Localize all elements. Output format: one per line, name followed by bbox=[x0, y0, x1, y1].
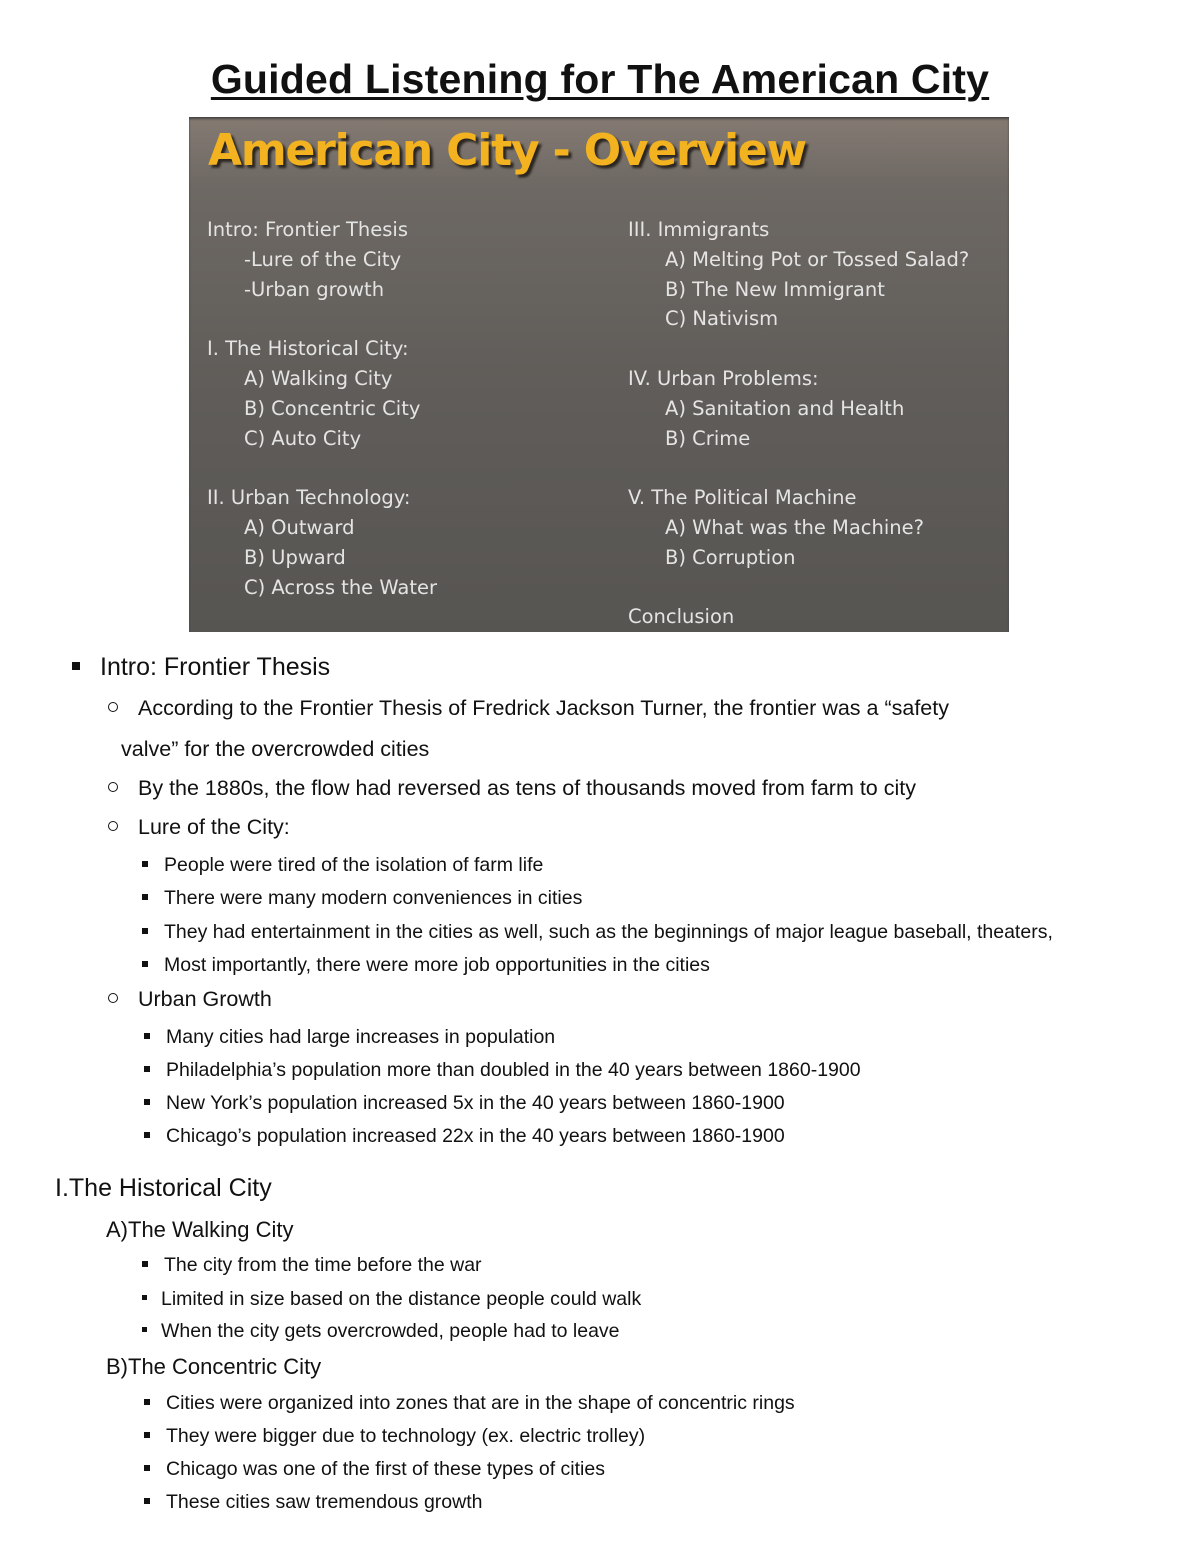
walking-item: The city from the time before the war bbox=[164, 1254, 482, 1276]
slide-outline-line: V. The Political Machine bbox=[628, 486, 857, 510]
walking-item: Limited in size based on the distance people could walk bbox=[161, 1288, 642, 1310]
slide-outline-line: III. Immigrants bbox=[628, 218, 770, 241]
slide-outline-line: B) The New Immigrant bbox=[665, 277, 885, 301]
slide-outline-line: C) Across the Water bbox=[244, 575, 438, 599]
growth-heading-item bbox=[108, 987, 272, 1012]
slide-outline-line: Intro: Frontier Thesis bbox=[207, 218, 408, 241]
square-bullet-icon bbox=[142, 861, 148, 867]
subsection-heading: B)The Concentric City bbox=[106, 1354, 322, 1379]
square-bullet-icon bbox=[144, 1033, 150, 1039]
square-bullet-icon bbox=[72, 662, 80, 670]
slide-outline-line: B) Concentric City bbox=[244, 396, 421, 420]
intro-point-1-line-1: According to the Frontier Thesis of Fredrick Jackson Turner, the frontier was a “safety bbox=[138, 696, 949, 720]
concentric-item: Cities were organized into zones that are in the shape of concentric rings bbox=[166, 1392, 795, 1414]
intro-heading: Intro: Frontier Thesis bbox=[100, 653, 331, 681]
square-bullet-icon bbox=[144, 1132, 150, 1138]
growth-heading: Urban Growth bbox=[138, 987, 272, 1011]
square-bullet-icon bbox=[144, 1399, 150, 1405]
slide-outline-line: A) Outward bbox=[244, 515, 355, 539]
growth-item: New York’s population increased 5x in the 40 years between 1860-1900 bbox=[166, 1092, 785, 1114]
slide-left-column bbox=[207, 215, 437, 602]
list-item bbox=[142, 1288, 641, 1311]
growth-item: Chicago’s population increased 22x in the 40 years between 1860-1900 bbox=[166, 1125, 785, 1147]
slide-outline-line: A) Sanitation and Health bbox=[665, 396, 905, 420]
list-item bbox=[144, 1026, 555, 1049]
slide-spacer bbox=[628, 334, 969, 364]
circle-bullet-icon bbox=[108, 821, 118, 831]
list-item bbox=[144, 1392, 795, 1415]
square-bullet-icon bbox=[144, 1498, 150, 1504]
list-item bbox=[144, 1092, 785, 1115]
circle-bullet-icon bbox=[108, 993, 118, 1003]
slide-outline-line: Conclusion bbox=[628, 605, 735, 629]
section-heading: I.The Historical City bbox=[55, 1174, 272, 1202]
square-bullet-icon bbox=[142, 1295, 147, 1300]
intro-point-item bbox=[108, 776, 916, 801]
intro-point-1-line-2: valve” for the overcrowded cities bbox=[121, 737, 430, 761]
slide-outline-line: A) What was the Machine? bbox=[665, 515, 925, 539]
overview-slide-image bbox=[189, 117, 1009, 632]
slide-outline-line: C) Nativism bbox=[665, 307, 779, 331]
lure-item: People were tired of the isolation of farm life bbox=[164, 854, 544, 876]
concentric-item: Chicago was one of the first of these types of cities bbox=[166, 1458, 605, 1480]
lure-heading: Lure of the City: bbox=[138, 815, 290, 839]
slide-spacer bbox=[207, 453, 437, 483]
list-item bbox=[142, 921, 1053, 944]
growth-item: Philadelphia’s population more than doubled in the 40 years between 1860-1900 bbox=[166, 1059, 861, 1081]
lure-item: Most importantly, there were more job opportunities in the cities bbox=[164, 954, 710, 976]
slide-outline-line: C) Auto City bbox=[244, 426, 362, 450]
slide-outline-line: B) Upward bbox=[244, 545, 346, 569]
walking-item: When the city gets overcrowded, people had to leave bbox=[161, 1320, 620, 1342]
concentric-item: They were bigger due to technology (ex. electric trolley) bbox=[166, 1425, 646, 1447]
intro-point-item bbox=[108, 696, 949, 721]
list-item bbox=[144, 1491, 482, 1514]
intro-point-2: By the 1880s, the flow had reversed as tens of thousands moved from farm to city bbox=[138, 776, 916, 800]
growth-item: Many cities had large increases in population bbox=[166, 1026, 556, 1048]
slide-outline-line: -Lure of the City bbox=[244, 247, 402, 271]
list-item bbox=[144, 1125, 785, 1148]
slide-title: American City - Overview bbox=[208, 125, 807, 176]
list-item bbox=[142, 887, 582, 910]
square-bullet-icon bbox=[144, 1099, 150, 1105]
list-item bbox=[144, 1059, 861, 1082]
list-item bbox=[142, 854, 543, 877]
document-title: Guided Listening for The American City bbox=[210, 56, 990, 102]
slide-outline-line: A) Melting Pot or Tossed Salad? bbox=[665, 247, 970, 271]
square-bullet-icon bbox=[142, 928, 148, 934]
slide-outline-line: A) Walking City bbox=[244, 366, 393, 390]
slide-outline-line: II. Urban Technology: bbox=[207, 486, 411, 510]
square-bullet-icon bbox=[142, 894, 148, 900]
circle-bullet-icon bbox=[108, 702, 118, 712]
circle-bullet-icon bbox=[108, 782, 118, 792]
lure-item: There were many modern conveniences in cities bbox=[164, 887, 583, 909]
slide-spacer bbox=[628, 453, 969, 483]
slide-right-column bbox=[628, 215, 969, 632]
slide-outline-line: IV. Urban Problems: bbox=[628, 366, 819, 390]
square-bullet-icon bbox=[144, 1432, 150, 1438]
slide-outline-line: I. The Historical City: bbox=[207, 337, 409, 361]
slide-spacer bbox=[207, 304, 437, 334]
concentric-item: These cities saw tremendous growth bbox=[166, 1491, 483, 1513]
subsection-heading: A)The Walking City bbox=[106, 1217, 294, 1242]
square-bullet-icon bbox=[142, 1261, 148, 1267]
square-bullet-icon bbox=[144, 1066, 150, 1072]
intro-heading-item bbox=[72, 653, 330, 682]
list-item bbox=[144, 1458, 605, 1481]
intro-point-continuation bbox=[121, 737, 429, 762]
list-item bbox=[144, 1425, 645, 1448]
list-item bbox=[142, 1320, 620, 1343]
slide-spacer bbox=[628, 573, 969, 603]
lure-heading-item bbox=[108, 815, 290, 840]
list-item bbox=[142, 954, 710, 977]
lure-item: They had entertainment in the cities as well, such as the beginnings of major league baseball, theaters, bbox=[164, 921, 1053, 943]
slide-outline-line: B) Corruption bbox=[665, 545, 796, 569]
square-bullet-icon bbox=[142, 961, 148, 967]
square-bullet-icon bbox=[144, 1465, 150, 1471]
slide-outline-line: -Urban growth bbox=[244, 277, 385, 301]
square-bullet-icon bbox=[142, 1327, 147, 1332]
slide-outline-line: B) Crime bbox=[665, 426, 751, 450]
list-item bbox=[142, 1254, 482, 1277]
